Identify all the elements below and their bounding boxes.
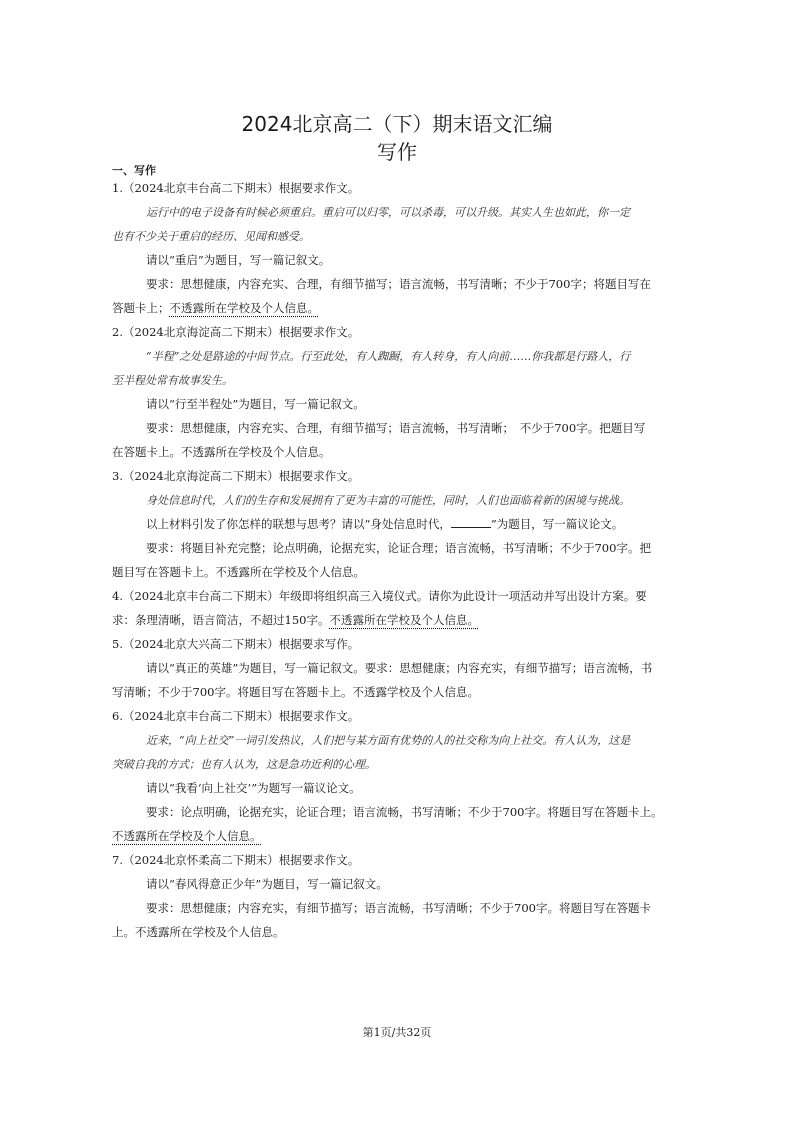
question-6-heading: 6.（2024北京丰台高二下期末）根据要求作文。	[112, 709, 360, 723]
section-heading: 一、写作	[112, 164, 156, 177]
question-7-requirements-line-1: 要求：思想健康；内容充实，有细节描写；语言流畅，书写清晰；不少于700字。将题目写在答题卡	[146, 901, 651, 915]
question-1-requirements-part-a: 答题卡上；	[112, 301, 170, 315]
question-3-requirements-line-1: 要求：将题目补充完整；论点明确，论据充实，论证合理；语言流畅，书写清晰；不少于700字。把	[146, 541, 651, 555]
question-6-material-line-1: 近来，“向上社交”一词引发热议，人们把与某方面有优势的人的社交称为向上社交。有人认为，这是	[146, 734, 631, 747]
question-1-privacy-note: 不透露所在学校及个人信息。	[169, 301, 319, 315]
question-4-privacy-note: 不透露所在学校及个人信息。	[329, 613, 479, 627]
question-3-prompt-part-b: ”为题目，写一篇议论文。	[490, 517, 624, 531]
question-2-requirements-line-1: 要求：思想健康，内容充实、合理，有细节描写；语言流畅，书写清晰； 不少于700字。把题目写	[146, 421, 646, 435]
question-1-material-line-1: 运行中的电子设备有时候必须重启。重启可以归零，可以杀毒，可以升级。其实人生也如此，你一定	[146, 206, 630, 219]
question-7-requirements-line-2: 上。不透露所在学校及个人信息。	[112, 925, 285, 939]
question-3-material-line-1: 身处信息时代，人们的生存和发展拥有了更为丰富的可能性，同时，人们也面临着新的困境与挑战。	[146, 494, 630, 507]
question-4-requirements: 求：条理清晰，语言简洁，不超过150字。	[112, 613, 330, 627]
question-6-requirements-line-1: 要求：论点明确，论据充实，论证合理；语言流畅，书写清晰；不少于700字。将题目写在答题卡上。	[146, 805, 663, 819]
question-6-privacy-note: 不透露所在学校及个人信息。	[112, 829, 262, 843]
question-4-line-1: 4.（2024北京丰台高二下期末）年级即将组织高三入境仪式。请你为此设计一项活动并写出设计方案。要	[112, 589, 647, 603]
question-6-prompt: 请以“我看‘向上社交’”为题写一篇议论文。	[146, 781, 361, 795]
question-4-line-2	[112, 612, 479, 628]
question-7-heading: 7.（2024北京怀柔高二下期末）根据要求作文。	[112, 853, 360, 867]
question-2-material-line-1: “半程”之处是路途的中间节点。行至此处，有人踟蹰，有人转身，有人向前……你我都是行路人，行	[146, 350, 631, 363]
document-title: 2024北京高二（下）期末语文汇编	[241, 112, 553, 136]
question-3-prompt	[146, 516, 623, 532]
question-3-prompt-part-a: 以上材料引发了你怎样的联想与思考？请以“身处信息时代，	[146, 517, 451, 531]
question-1-heading: 1.（2024北京丰台高二下期末）根据要求作文。	[112, 181, 360, 195]
question-1-requirements-line-1: 要求：思想健康，内容充实、合理，有细节描写；语言流畅，书写清晰；不少于700字；将题目写在	[146, 277, 651, 291]
question-2-heading: 2.（2024北京海淀高二下期末）根据要求作文。	[112, 325, 360, 339]
document-subtitle: 写作	[377, 140, 417, 164]
question-1-requirements-line-2	[112, 300, 319, 316]
question-6-material-line-2: 突破自我的方式；也有人认为，这是急功近利的心理。	[112, 758, 376, 771]
question-1-material-line-2: 也有不少关于重启的经历、见闻和感受。	[112, 230, 310, 243]
question-2-requirements-line-2: 在答题卡上。不透露所在学校及个人信息。	[112, 445, 331, 459]
question-3-heading: 3.（2024北京海淀高二下期末）根据要求作文。	[112, 469, 360, 483]
page-number-footer: 第1页/共32页	[362, 1026, 432, 1039]
question-5-prompt-line-1: 请以“真正的英雄”为题目，写一篇记叙文。要求：思想健康；内容充实，有细节描写；语言流畅，书	[146, 661, 653, 675]
fill-in-blank	[451, 516, 491, 528]
question-7-prompt: 请以“春风得意正少年”为题目，写一篇记叙文。	[146, 877, 388, 891]
question-3-requirements-line-2: 题目写在答题卡上。不透露所在学校及个人信息。	[112, 565, 365, 579]
question-5-prompt-line-2: 写清晰；不少于700字。将题目写在答题卡上。不透露学校及个人信息。	[112, 685, 479, 699]
question-5-heading: 5.（2024北京大兴高二下期末）根据要求写作。	[112, 637, 360, 651]
question-2-prompt: 请以“行至半程处”为题目，写一篇记叙文。	[146, 397, 365, 411]
question-1-prompt: 请以“重启”为题目，写一篇记叙文。	[146, 253, 331, 267]
question-2-material-line-2: 至半程处常有故事发生。	[112, 374, 233, 387]
